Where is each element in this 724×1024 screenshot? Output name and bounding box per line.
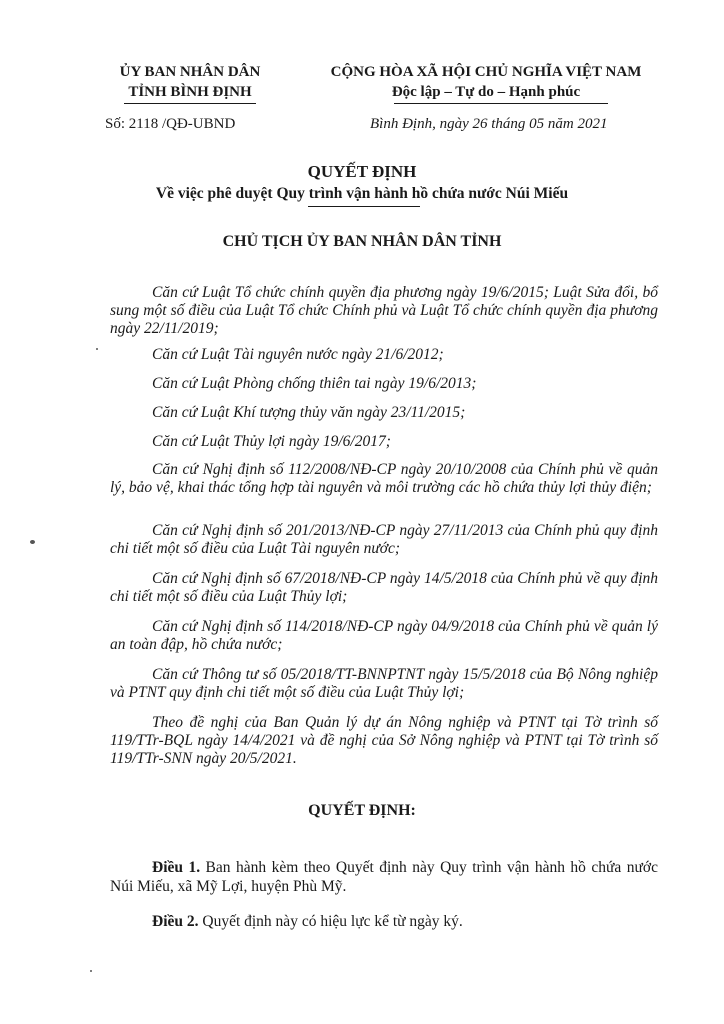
basis-paragraph [110, 375, 658, 393]
basis-text: Căn cứ Luật Khí tượng thủy văn ngày 23/11/2015; [152, 404, 466, 421]
basis-text: Căn cứ Luật Thủy lợi ngày 19/6/2017; [152, 433, 391, 450]
motto-underline [394, 103, 608, 104]
document-number: Số: 2118 /QĐ-UBND [105, 116, 236, 132]
article-1-text: Ban hành kèm theo Quyết định này Quy trình vận hành hồ chứa nước Núi Miếu, xã Mỹ Lợi, huyện Phù Mỹ. [110, 859, 658, 895]
basis-paragraph [110, 714, 658, 768]
article-1 [110, 858, 658, 896]
basis-text: Căn cứ Nghị định số 114/2018/NĐ-CP ngày 04/9/2018 của Chính phủ về quản lý an toàn đập, hồ chứa nước; [110, 618, 658, 653]
basis-text: Căn cứ Luật Tài nguyên nước ngày 21/6/2012; [152, 346, 444, 363]
article-2 [110, 912, 658, 931]
decision-heading: QUYẾT ĐỊNH: [308, 802, 416, 819]
document-subtitle: Về việc phê duyệt Quy trình vận hành hồ chứa nước Núi Miếu [155, 185, 569, 202]
issuer-line-2: TỈNH BÌNH ĐỊNH [128, 84, 252, 100]
basis-paragraph [110, 570, 658, 606]
basis-text: Căn cứ Thông tư số 05/2018/TT-BNNPTNT ngày 15/5/2018 của Bộ Nông nghiệp và PTNT quy định chi tiết một số điều của Luật Thủy lợi; [110, 666, 658, 701]
article-1-label: Điều 1. [152, 859, 201, 876]
basis-text: Căn cứ Nghị định số 112/2008/NĐ-CP ngày 20/10/2008 của Chính phủ về quản lý, bảo vệ, khai thác tổng hợp tài nguyên và môi trường các hồ chứa thủy lợi thủy điện; [110, 461, 658, 496]
basis-paragraph [110, 522, 658, 558]
document-title: QUYẾT ĐỊNH [307, 162, 417, 181]
basis-text: Theo đề nghị của Ban Quản lý dự án Nông nghiệp và PTNT tại Tờ trình số 119/TTr-BQL ngày 14/4/2021 và đề nghị của Sở Nông nghiệp và PTNT tại Tờ trình số 119/TTr-SNN ngày 20/5/2021. [110, 714, 658, 767]
basis-text: Căn cứ Nghị định số 67/2018/NĐ-CP ngày 14/5/2018 của Chính phủ về quy định chi tiết một số điều của Luật Thủy lợi; [110, 570, 658, 605]
basis-paragraph [110, 618, 658, 654]
basis-paragraph [110, 461, 658, 497]
issuer-line-1: ỦY BAN NHÂN DÂN [119, 64, 261, 80]
basis-paragraph [110, 284, 658, 338]
basis-paragraph [110, 404, 658, 422]
article-2-label: Điều 2. [152, 913, 199, 930]
basis-text: Căn cứ Luật Tổ chức chính quyền địa phương ngày 19/6/2015; Luật Sửa đổi, bổ sung một số điều của Luật Tổ chức Chính phủ và Luật Tổ chức chính quyền địa phương ngày 22/11/2019; [110, 284, 658, 337]
article-2-text: Quyết định này có hiệu lực kể từ ngày ký. [198, 913, 463, 930]
basis-text: Căn cứ Luật Phòng chống thiên tai ngày 19/6/2013; [152, 375, 477, 392]
scan-speck [30, 540, 35, 544]
place-and-date: Bình Định, ngày 26 tháng 05 năm 2021 [370, 116, 608, 132]
national-motto: Độc lập – Tự do – Hạnh phúc [391, 84, 581, 100]
issuer-underline [124, 103, 256, 104]
scan-speck [96, 348, 98, 350]
subtitle-underline [308, 206, 420, 207]
basis-paragraph [110, 433, 658, 451]
national-title: CỘNG HÒA XÃ HỘI CHỦ NGHĨA VIỆT NAM [330, 64, 642, 80]
basis-paragraph [110, 346, 658, 364]
basis-paragraph [110, 666, 658, 702]
authority-heading: CHỦ TỊCH ỦY BAN NHÂN DÂN TỈNH [222, 233, 502, 250]
basis-text: Căn cứ Nghị định số 201/2013/NĐ-CP ngày 27/11/2013 của Chính phủ quy định chi tiết một số điều của Luật Tài nguyên nước; [110, 522, 658, 557]
scan-speck [90, 970, 92, 972]
